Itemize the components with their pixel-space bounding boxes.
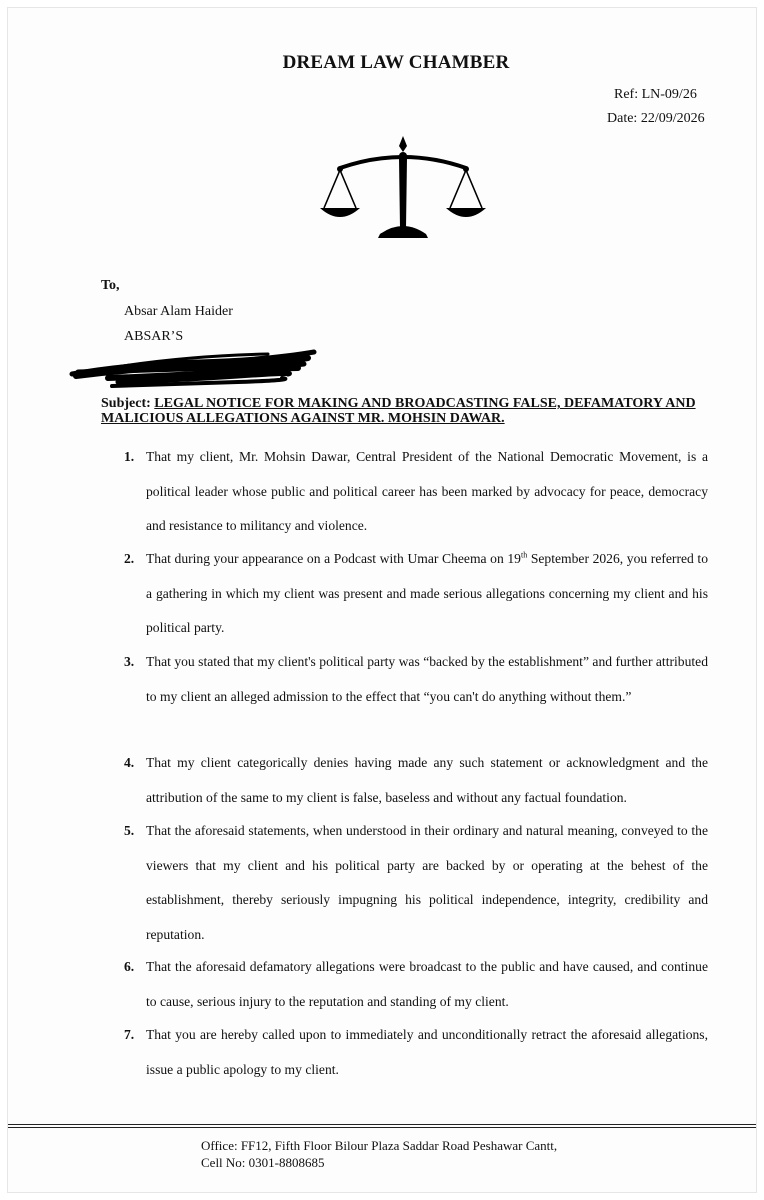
item-number: 6. bbox=[124, 959, 135, 974]
item-number: 3. bbox=[124, 654, 135, 669]
recipient-line2: ABSAR’S bbox=[124, 329, 184, 344]
list-item bbox=[124, 950, 708, 1019]
to-label: To, bbox=[101, 278, 120, 293]
office-address: Office: FF12, Fifth Floor Bilour Plaza Saddar Road Peshawar Cantt, bbox=[201, 1138, 558, 1153]
footer-divider bbox=[8, 1124, 756, 1125]
notice-date: Date: 22/09/2026 bbox=[607, 111, 705, 126]
item-number: 5. bbox=[124, 823, 135, 838]
recipient-name: Absar Alam Haider bbox=[124, 304, 233, 319]
reference-number: Ref: LN-09/26 bbox=[614, 87, 697, 102]
footer-divider bbox=[8, 1127, 756, 1128]
item-text: That my client, Mr. Mohsin Dawar, Central President of the National Democratic Movement, is a political leader whose public and political career has been marked by advocacy for peace, democracy and resistance to militancy and violence. bbox=[146, 449, 708, 533]
item-text: That you stated that my client's political party was “backed by the establishment” and further attributed to my client an alleged admission to the effect that “you can't do anything without them.” bbox=[146, 654, 708, 704]
list-item bbox=[124, 1018, 708, 1087]
item-text: That you are hereby called upon to immediately and unconditionally retract the aforesaid allegations, issue a public apology to my client. bbox=[146, 1027, 708, 1077]
scales-of-justice-icon bbox=[318, 132, 488, 244]
cell-number: Cell No: 0301-8808685 bbox=[201, 1155, 325, 1170]
subject-text: LEGAL NOTICE FOR MAKING AND BROADCASTING FALSE, DEFAMATORY AND MALICIOUS ALLEGATIONS AGAINST MR. MOHSIN DAWAR. bbox=[101, 396, 696, 426]
legal-notice-page bbox=[8, 8, 756, 1192]
list-item bbox=[124, 542, 708, 646]
subject-line bbox=[101, 396, 711, 426]
ordinal-suffix: th bbox=[520, 550, 528, 560]
item-text: That my client categorically denies having made any such statement or acknowledgment and the attribution of the same to my client is false, baseless and without any factual foundation. bbox=[146, 755, 708, 805]
subject-label: Subject: bbox=[101, 396, 151, 411]
item-number: 1. bbox=[124, 449, 135, 464]
redaction-scribble bbox=[68, 346, 318, 396]
item-number: 7. bbox=[124, 1027, 135, 1042]
item-text: That the aforesaid defamatory allegations were broadcast to the public and have caused, and continue to cause, serious injury to the reputation and standing of my client. bbox=[146, 959, 708, 1009]
list-item bbox=[124, 814, 708, 952]
firm-name: DREAM LAW CHAMBER bbox=[282, 52, 510, 73]
item-text: That the aforesaid statements, when understood in their ordinary and natural meaning, conveyed to the viewers that my client and his political party are backed by or operating at the behest of the establishment, thereby seriously impugning his political independence, integrity, credibility and reputation. bbox=[146, 823, 708, 942]
item-text: That during your appearance on a Podcast with Umar Cheema on 19th September 2026, you referred to a gathering in which my client was present and made serious allegations concerning my client and his political party. bbox=[146, 550, 708, 635]
list-item bbox=[124, 440, 708, 544]
list-item bbox=[124, 645, 708, 714]
item-number: 2. bbox=[124, 551, 135, 566]
item-number: 4. bbox=[124, 755, 135, 770]
list-item bbox=[124, 746, 708, 815]
footer-contact bbox=[201, 1137, 557, 1171]
